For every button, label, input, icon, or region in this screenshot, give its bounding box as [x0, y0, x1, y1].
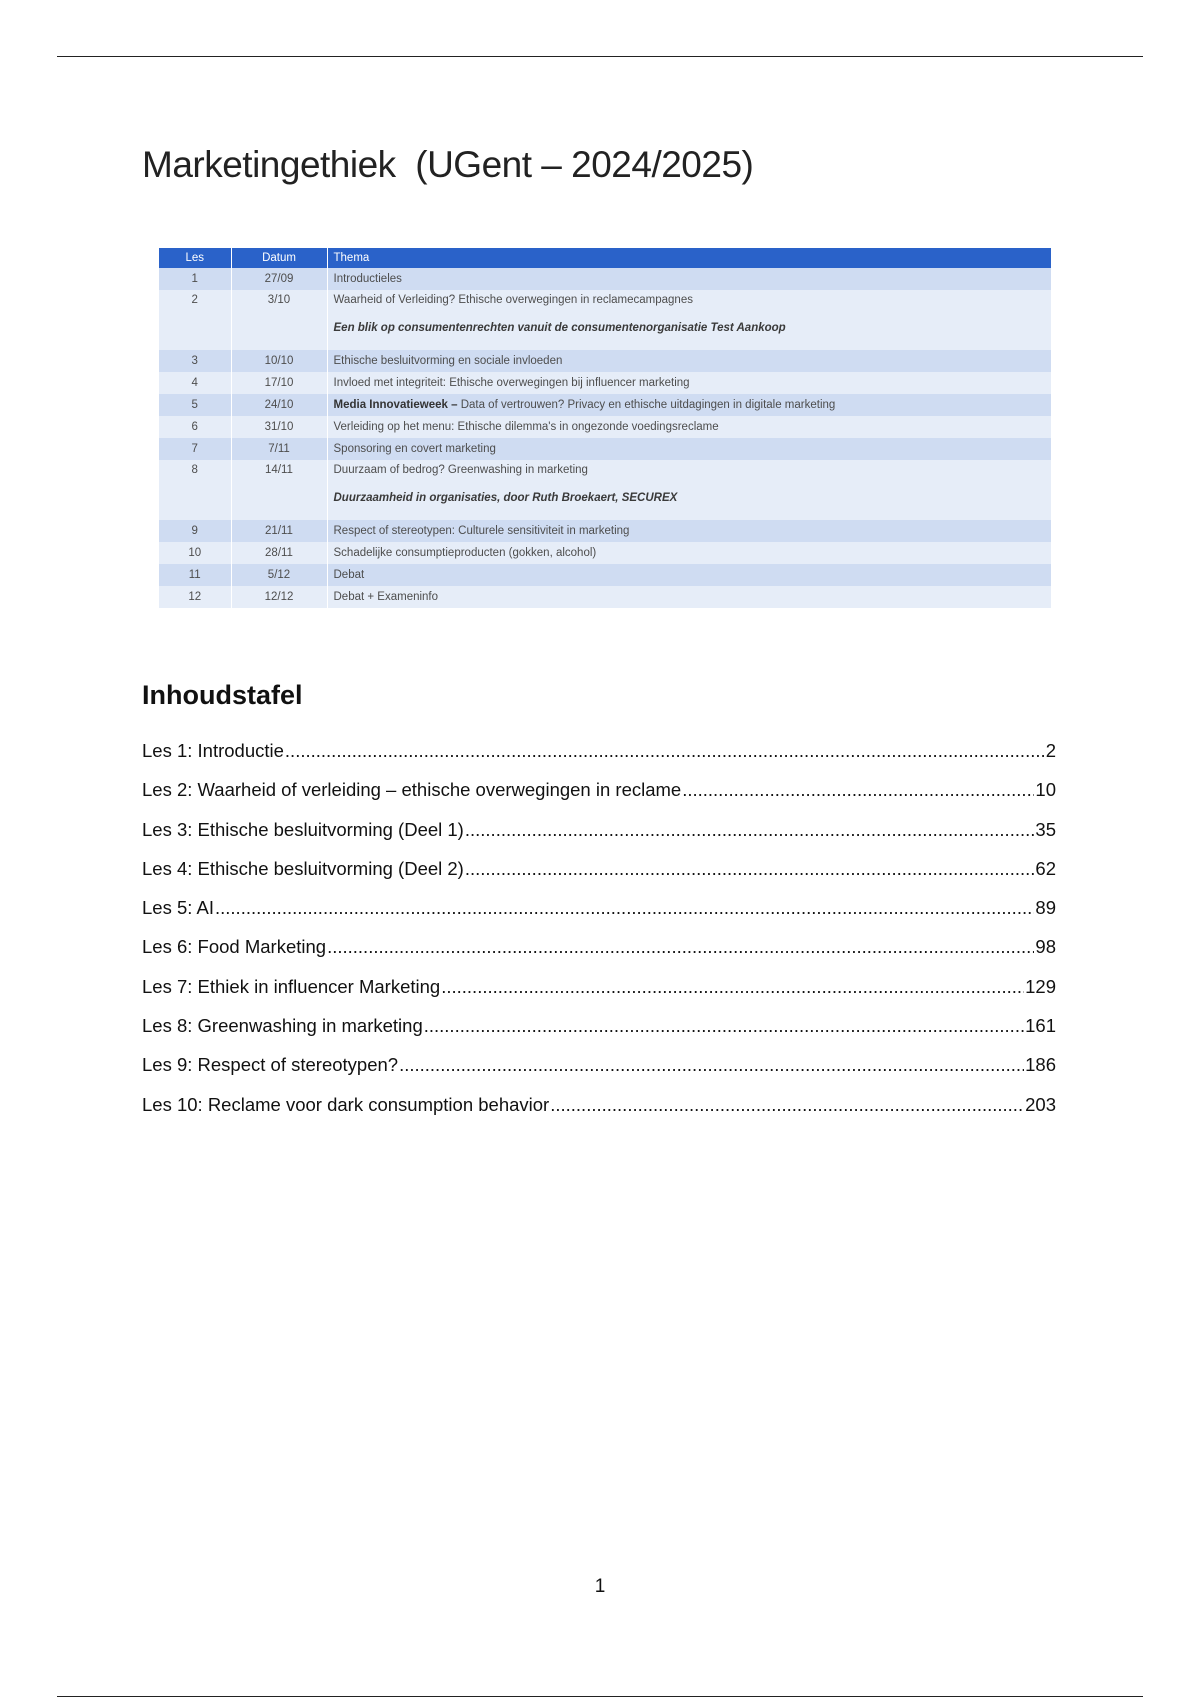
- schedule-row: [159, 460, 1051, 520]
- les-theme: Waarheid of Verleiding? Ethische overwegingen in reclamecampagnes: [333, 294, 693, 306]
- les-theme: Duurzaam of bedrog? Greenwashing in marketing: [333, 464, 588, 476]
- toc-entry-page: 2: [1045, 740, 1056, 761]
- les-theme: Respect of stereotypen: Culturele sensitiviteit in marketing: [327, 520, 1051, 542]
- toc-entry-label: Les 7: Ethiek in influencer Marketing: [142, 975, 441, 997]
- toc-leader-dots: [215, 888, 1034, 927]
- toc-leader-dots: [465, 849, 1035, 888]
- toc-leader-dots: [327, 927, 1034, 966]
- les-date: 28/11: [231, 542, 327, 564]
- schedule-row: [159, 268, 1051, 290]
- toc-leader-dots: [399, 1045, 1024, 1084]
- toc-heading: Inhoudstafel: [142, 680, 303, 710]
- toc-entry-page: 203: [1025, 1093, 1056, 1115]
- toc-entry[interactable]: [142, 810, 1056, 849]
- column-header-les: Les: [159, 248, 231, 268]
- toc-entry-label: Les 5: AI: [142, 897, 214, 919]
- les-date: 5/12: [231, 564, 327, 586]
- schedule-row: [159, 564, 1051, 586]
- toc-entry[interactable]: [142, 849, 1056, 888]
- les-number: 4: [159, 372, 231, 394]
- toc-entry[interactable]: [142, 1045, 1056, 1084]
- les-number: 6: [159, 416, 231, 438]
- toc-entry-label: Les 4: Ethische besluitvorming (Deel 2): [142, 857, 464, 879]
- les-theme: Schadelijke consumptieproducten (gokken, alcohol): [327, 542, 1051, 564]
- les-guest-session: Duurzaamheid in organisaties, door Ruth Broekaert, SECUREX: [333, 492, 678, 504]
- document-title: Marketingethiek (UGent – 2024/2025): [142, 144, 754, 185]
- table-of-contents: [142, 731, 1056, 1124]
- les-number: 1: [159, 268, 231, 290]
- toc-entry-page: 129: [1025, 975, 1056, 997]
- toc-leader-dots: [465, 810, 1035, 849]
- les-date: 7/11: [231, 438, 327, 460]
- les-number: 8: [159, 460, 231, 520]
- toc-entry-page: 161: [1025, 1015, 1056, 1037]
- les-theme: Invloed met integriteit: Ethische overwegingen bij influencer marketing: [327, 372, 1051, 394]
- schedule-row: [159, 350, 1051, 372]
- les-date: 21/11: [231, 520, 327, 542]
- les-theme: Debat: [327, 564, 1051, 586]
- column-header-thema: Thema: [327, 248, 1051, 268]
- toc-entry[interactable]: [142, 967, 1056, 1006]
- schedule-row: [159, 542, 1051, 564]
- toc-entry-page: 62: [1035, 857, 1056, 879]
- les-date: 27/09: [231, 268, 327, 290]
- toc-entry-page: 98: [1035, 936, 1056, 958]
- les-theme: Sponsoring en covert marketing: [327, 438, 1051, 460]
- les-number: 3: [159, 350, 231, 372]
- course-schedule-table: [159, 248, 1051, 608]
- toc-leader-dots: [682, 770, 1034, 809]
- les-theme-cell: [327, 394, 1051, 416]
- schedule-row: [159, 372, 1051, 394]
- column-header-datum: Datum: [231, 248, 327, 268]
- les-date: 24/10: [231, 394, 327, 416]
- les-theme: Debat + Exameninfo: [327, 586, 1051, 608]
- les-number: 7: [159, 438, 231, 460]
- header-rule: [57, 56, 1143, 57]
- les-number: 11: [159, 564, 231, 586]
- toc-entry[interactable]: [142, 927, 1056, 966]
- footer-rule: [57, 1696, 1143, 1697]
- schedule-header-row: [159, 248, 1051, 268]
- toc-entry[interactable]: [142, 1006, 1056, 1045]
- toc-entry-page: 10: [1035, 779, 1056, 801]
- les-date: 10/10: [231, 350, 327, 372]
- toc-entry-label: Les 1: Introductie: [142, 740, 284, 761]
- les-theme: Ethische besluitvorming en sociale invloeden: [327, 350, 1051, 372]
- les-number: 12: [159, 586, 231, 608]
- les-date: 3/10: [231, 290, 327, 350]
- les-number: 10: [159, 542, 231, 564]
- schedule-row: [159, 438, 1051, 460]
- toc-leader-dots: [285, 731, 1045, 770]
- toc-entry-label: Les 9: Respect of stereotypen?: [142, 1054, 399, 1076]
- toc-entry[interactable]: [142, 1085, 1056, 1124]
- les-theme: Introductieles: [327, 268, 1051, 290]
- schedule-row: [159, 586, 1051, 608]
- toc-entry-label: Les 10: Reclame voor dark consumption behavior: [142, 1093, 550, 1115]
- schedule-row: [159, 394, 1051, 416]
- toc-entry-label: Les 6: Food Marketing: [142, 936, 327, 958]
- les-number: 5: [159, 394, 231, 416]
- schedule-row: [159, 290, 1051, 350]
- les-theme: Data of vertrouwen? Privacy en ethische uitdagingen in digitale marketing: [457, 399, 836, 411]
- toc-leader-dots: [424, 1006, 1024, 1045]
- les-date: 12/12: [231, 586, 327, 608]
- toc-entry-page: 89: [1035, 897, 1056, 919]
- les-number: 9: [159, 520, 231, 542]
- les-number: 2: [159, 290, 231, 350]
- les-date: 31/10: [231, 416, 327, 438]
- toc-entry-label: Les 3: Ethische besluitvorming (Deel 1): [142, 818, 464, 840]
- toc-leader-dots: [550, 1085, 1024, 1124]
- toc-entry-page: 186: [1025, 1054, 1056, 1076]
- schedule-row: [159, 520, 1051, 542]
- toc-entry-label: Les 8: Greenwashing in marketing: [142, 1015, 423, 1037]
- les-date: 17/10: [231, 372, 327, 394]
- les-guest-session: Een blik op consumentenrechten vanuit de consumentenorganisatie Test Aankoop: [333, 322, 786, 334]
- page-number: 1: [594, 1576, 606, 1597]
- les-theme-cell: [327, 460, 1051, 520]
- toc-leader-dots: [441, 967, 1024, 1006]
- toc-entry-page: 35: [1035, 818, 1056, 840]
- toc-entry-label: Les 2: Waarheid of verleiding – ethische overwegingen in reclame: [142, 779, 682, 801]
- toc-entry[interactable]: [142, 888, 1056, 927]
- les-theme-highlight: Media Innovatieweek –: [333, 399, 458, 411]
- les-date: 14/11: [231, 460, 327, 520]
- toc-entry[interactable]: [142, 770, 1056, 809]
- schedule-row: [159, 416, 1051, 438]
- les-theme: Verleiding op het menu: Ethische dilemma's in ongezonde voedingsreclame: [327, 416, 1051, 438]
- les-theme-cell: [327, 290, 1051, 350]
- toc-entry[interactable]: [142, 731, 1056, 770]
